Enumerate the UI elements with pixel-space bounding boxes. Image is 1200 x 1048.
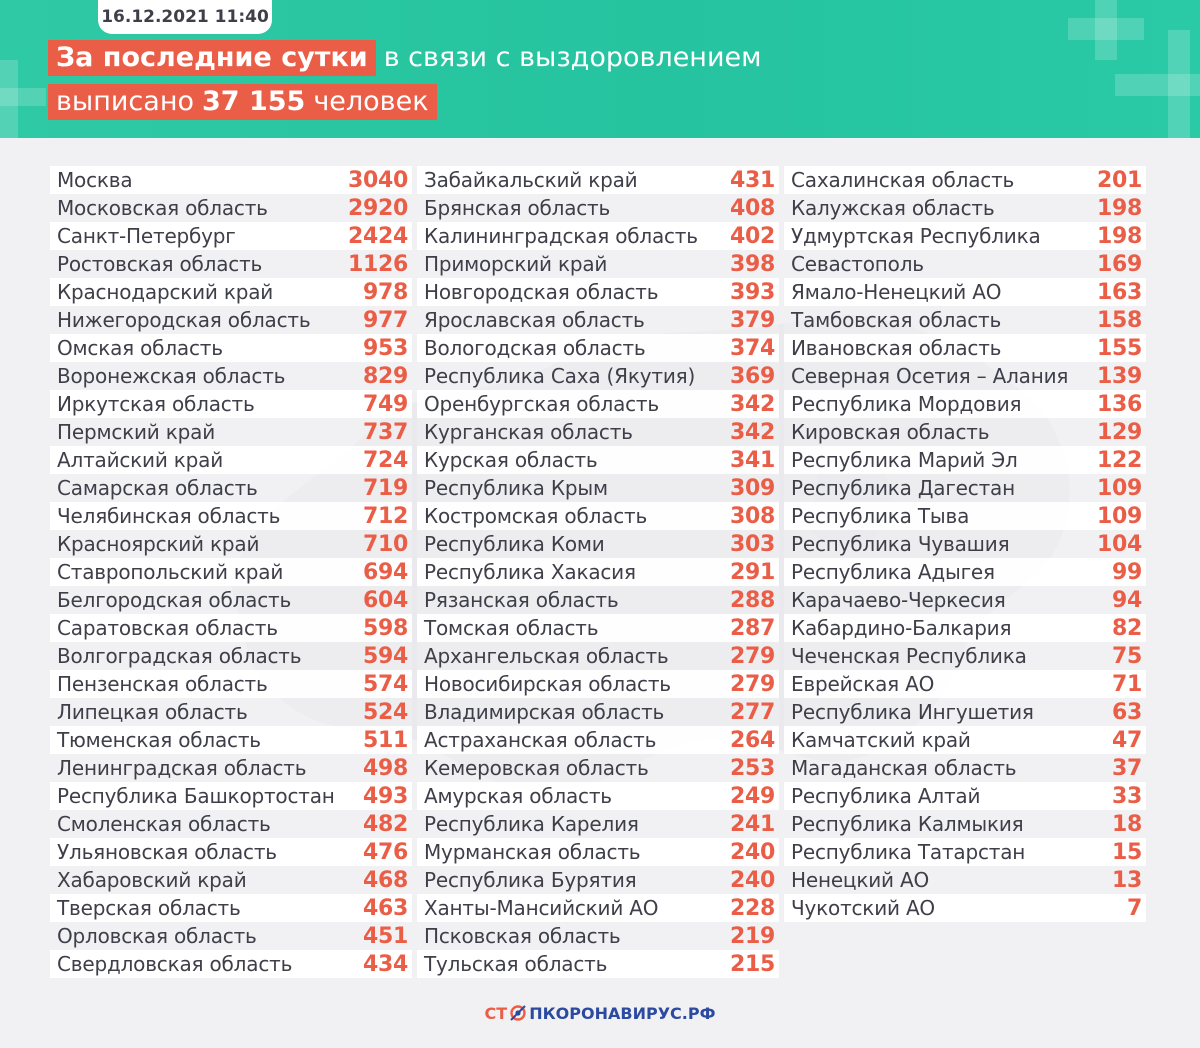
region-name: Курская область — [424, 448, 598, 472]
recovered-count: 33 — [1111, 783, 1142, 809]
recovered-count: 291 — [729, 559, 775, 585]
table-row — [784, 306, 1146, 334]
table-row — [784, 334, 1146, 362]
region-name: Пермский край — [57, 420, 215, 444]
table-row — [417, 362, 779, 390]
region-name: Калининградская область — [424, 224, 698, 248]
region-name: Республика Калмыкия — [791, 812, 1024, 836]
recovered-count: 749 — [362, 391, 408, 417]
recovered-count: 7 — [1126, 895, 1142, 921]
headline-post: человек — [313, 86, 429, 117]
headline-total-box — [48, 84, 437, 120]
recovered-count: 408 — [729, 195, 775, 221]
table-row — [784, 166, 1146, 194]
recovered-count: 341 — [729, 447, 775, 473]
region-name: Республика Бурятия — [424, 868, 637, 892]
headline-total-number: 37 155 — [202, 86, 306, 117]
recovered-count: 374 — [729, 335, 775, 361]
region-name: Кировская область — [791, 420, 990, 444]
recovered-count: 163 — [1096, 279, 1142, 305]
recovered-count: 219 — [729, 923, 775, 949]
table-row — [50, 866, 412, 894]
recovered-count: 379 — [729, 307, 775, 333]
region-name: Брянская область — [424, 196, 611, 220]
region-name: Сахалинская область — [791, 168, 1015, 192]
table-row — [784, 810, 1146, 838]
region-name: Курганская область — [424, 420, 633, 444]
region-name: Ульяновская область — [57, 840, 277, 864]
region-name: Пензенская область — [57, 672, 268, 696]
recovered-count: 104 — [1096, 531, 1142, 557]
table-row — [417, 642, 779, 670]
region-name: Республика Алтай — [791, 784, 981, 808]
recovered-count: 241 — [729, 811, 775, 837]
table-row — [784, 194, 1146, 222]
table-row — [417, 586, 779, 614]
table-row — [50, 922, 412, 950]
table-row — [50, 838, 412, 866]
table-row — [784, 250, 1146, 278]
headline-line-2 — [48, 84, 437, 120]
recovered-count: 309 — [729, 475, 775, 501]
recovered-count: 277 — [729, 699, 775, 725]
table-row — [784, 782, 1146, 810]
table-row — [417, 782, 779, 810]
table-row — [50, 306, 412, 334]
table-row — [50, 754, 412, 782]
recovered-count: 215 — [729, 951, 775, 977]
table-row — [50, 418, 412, 446]
table-row — [50, 950, 412, 978]
recovered-count: 155 — [1096, 335, 1142, 361]
recovered-count: 288 — [729, 587, 775, 613]
table-row — [784, 698, 1146, 726]
region-name: Республика Мордовия — [791, 392, 1022, 416]
recovered-count: 129 — [1096, 419, 1142, 445]
region-name: Приморский край — [424, 252, 608, 276]
recovered-count: 75 — [1111, 643, 1142, 669]
table-row — [417, 474, 779, 502]
region-name: Республика Дагестан — [791, 476, 1015, 500]
region-name: Челябинская область — [57, 504, 281, 528]
table-row — [784, 558, 1146, 586]
recovered-count: 2920 — [347, 195, 408, 221]
virus-icon — [508, 1003, 528, 1023]
table-row — [417, 614, 779, 642]
region-name: Кемеровская область — [424, 756, 649, 780]
region-name: Московская область — [57, 196, 268, 220]
footer-logo — [0, 1003, 1200, 1023]
recovered-count: 253 — [729, 755, 775, 781]
table-row — [417, 922, 779, 950]
region-name: Республика Чувашия — [791, 532, 1010, 556]
recovered-count: 977 — [362, 307, 408, 333]
region-name: Тюменская область — [57, 728, 261, 752]
recovered-count: 468 — [362, 867, 408, 893]
region-name: Новгородская область — [424, 280, 659, 304]
recovered-count: 498 — [362, 755, 408, 781]
recovered-count: 240 — [729, 867, 775, 893]
table-row — [784, 390, 1146, 418]
logo-text-part1: СТ — [484, 1003, 508, 1023]
region-name: Амурская область — [424, 784, 612, 808]
recovered-count: 598 — [362, 615, 408, 641]
recovered-count: 2424 — [347, 223, 408, 249]
recovered-count: 463 — [362, 895, 408, 921]
table-row — [784, 754, 1146, 782]
headline-line-1 — [48, 40, 770, 76]
headline-rest: в связи с выздоровлением — [383, 42, 762, 73]
region-name: Вологодская область — [424, 336, 646, 360]
region-name: Липецкая область — [57, 700, 248, 724]
table-row — [417, 334, 779, 362]
recovered-count: 482 — [362, 811, 408, 837]
recovered-count: 94 — [1111, 587, 1142, 613]
recovered-count: 63 — [1111, 699, 1142, 725]
recovered-count: 710 — [362, 531, 408, 557]
table-row — [50, 194, 412, 222]
region-name: Саратовская область — [57, 616, 278, 640]
table-row — [417, 530, 779, 558]
table-row — [50, 390, 412, 418]
table-row — [417, 502, 779, 530]
table-row — [417, 166, 779, 194]
region-name: Хабаровский край — [57, 868, 247, 892]
region-name: Мурманская область — [424, 840, 641, 864]
region-name: Республика Адыгея — [791, 560, 995, 584]
region-name: Оренбургская область — [424, 392, 659, 416]
headline-highlight: За последние сутки — [48, 40, 376, 76]
table-row — [784, 474, 1146, 502]
region-name: Белгородская область — [57, 588, 292, 612]
table-row — [417, 754, 779, 782]
region-name: Рязанская область — [424, 588, 619, 612]
table-row — [784, 670, 1146, 698]
plus-decoration-icon — [0, 88, 46, 106]
region-name: Северная Осетия – Алания — [791, 364, 1069, 388]
region-name: Калужская область — [791, 196, 995, 220]
region-name: Ленинградская область — [57, 756, 307, 780]
recovered-count: 13 — [1111, 867, 1142, 893]
recovered-count: 451 — [362, 923, 408, 949]
region-name: Псковская область — [424, 924, 621, 948]
recovered-count: 524 — [362, 699, 408, 725]
table-row — [50, 726, 412, 754]
region-name: Республика Татарстан — [791, 840, 1026, 864]
region-name: Алтайский край — [57, 448, 224, 472]
recovered-count: 82 — [1111, 615, 1142, 641]
region-name: Удмуртская Республика — [791, 224, 1041, 248]
region-name: Севастополь — [791, 252, 924, 276]
region-name: Ненецкий АО — [791, 868, 929, 892]
table-row — [784, 614, 1146, 642]
table-row — [50, 586, 412, 614]
recovered-count: 139 — [1096, 363, 1142, 389]
region-name: Ставропольский край — [57, 560, 284, 584]
logo-text-part2: ПКОРОНАВИРУС.РФ — [529, 1003, 716, 1023]
recovered-count: 594 — [362, 643, 408, 669]
table-row — [417, 446, 779, 474]
table-row — [417, 810, 779, 838]
data-column-2 — [417, 166, 779, 978]
recovered-count: 308 — [729, 503, 775, 529]
table-row — [50, 614, 412, 642]
table-row — [784, 418, 1146, 446]
recovered-count: 434 — [362, 951, 408, 977]
region-name: Республика Крым — [424, 476, 608, 500]
region-name: Республика Башкортостан — [57, 784, 335, 808]
recovered-count: 201 — [1096, 167, 1142, 193]
region-name: Республика Саха (Якутия) — [424, 364, 696, 388]
table-row — [784, 502, 1146, 530]
table-row — [417, 222, 779, 250]
region-name: Республика Ингушетия — [791, 700, 1034, 724]
region-name: Костромская область — [424, 504, 648, 528]
region-name: Ростовская область — [57, 252, 263, 276]
region-name: Кабардино-Балкария — [791, 616, 1012, 640]
table-row — [50, 334, 412, 362]
data-column-1 — [50, 166, 412, 978]
region-name: Волгоградская область — [57, 644, 302, 668]
table-row — [417, 838, 779, 866]
recovered-count: 511 — [362, 727, 408, 753]
recovered-count: 15 — [1111, 839, 1142, 865]
region-name: Смоленская область — [57, 812, 271, 836]
plus-decoration-icon — [1115, 74, 1200, 96]
recovered-count: 402 — [729, 223, 775, 249]
recovered-count: 264 — [729, 727, 775, 753]
table-row — [417, 250, 779, 278]
table-row — [50, 446, 412, 474]
data-column-3 — [784, 166, 1146, 922]
table-row — [50, 782, 412, 810]
table-row — [50, 502, 412, 530]
region-name: Тверская область — [57, 896, 241, 920]
recovered-count: 342 — [729, 391, 775, 417]
table-row — [50, 698, 412, 726]
table-row — [417, 950, 779, 978]
recovered-count: 109 — [1096, 503, 1142, 529]
recovered-count: 158 — [1096, 307, 1142, 333]
recovered-count: 393 — [729, 279, 775, 305]
table-row — [50, 810, 412, 838]
recovered-count: 228 — [729, 895, 775, 921]
recovered-count: 3040 — [347, 167, 408, 193]
region-name: Иркутская область — [57, 392, 255, 416]
recovered-count: 240 — [729, 839, 775, 865]
table-row — [50, 222, 412, 250]
table-row — [784, 838, 1146, 866]
recovered-count: 136 — [1096, 391, 1142, 417]
region-name: Астраханская область — [424, 728, 657, 752]
region-name: Свердловская область — [57, 952, 293, 976]
recovered-count: 279 — [729, 671, 775, 697]
region-name: Республика Карелия — [424, 812, 639, 836]
table-row — [50, 530, 412, 558]
plus-decoration-icon — [1068, 18, 1144, 40]
date-label: 16.12.2021 11:40 — [98, 0, 272, 34]
recovered-count: 712 — [362, 503, 408, 529]
recovered-count: 398 — [729, 251, 775, 277]
table-row — [50, 474, 412, 502]
table-row — [417, 670, 779, 698]
table-row — [784, 894, 1146, 922]
table-row — [784, 446, 1146, 474]
table-row — [417, 418, 779, 446]
region-name: Томская область — [424, 616, 599, 640]
recovered-count: 1126 — [347, 251, 408, 277]
recovered-count: 829 — [362, 363, 408, 389]
region-name: Омская область — [57, 336, 223, 360]
region-name: Архангельская область — [424, 644, 669, 668]
table-row — [784, 866, 1146, 894]
region-name: Магаданская область — [791, 756, 1017, 780]
region-name: Республика Хакасия — [424, 560, 636, 584]
table-row — [50, 166, 412, 194]
table-row — [784, 586, 1146, 614]
recovered-count: 476 — [362, 839, 408, 865]
table-row — [784, 530, 1146, 558]
table-row — [784, 222, 1146, 250]
region-name: Забайкальский край — [424, 168, 638, 192]
region-name: Красноярский край — [57, 532, 260, 556]
region-name: Москва — [57, 168, 133, 192]
table-row — [417, 698, 779, 726]
recovered-count: 719 — [362, 475, 408, 501]
region-name: Ханты-Мансийский АО — [424, 896, 659, 920]
table-row — [50, 250, 412, 278]
recovered-count: 71 — [1111, 671, 1142, 697]
table-row — [784, 362, 1146, 390]
region-name: Карачаево-Черкесия — [791, 588, 1006, 612]
headline-pre: выписано — [56, 86, 194, 117]
recovered-count: 724 — [362, 447, 408, 473]
table-row — [417, 390, 779, 418]
recovered-count: 694 — [362, 559, 408, 585]
region-name: Орловская область — [57, 924, 257, 948]
region-name: Краснодарский край — [57, 280, 274, 304]
region-name: Тульская область — [424, 952, 608, 976]
recovered-count: 169 — [1096, 251, 1142, 277]
recovered-count: 198 — [1096, 223, 1142, 249]
region-name: Тамбовская область — [791, 308, 1002, 332]
region-name: Камчатский край — [791, 728, 971, 752]
table-row — [50, 362, 412, 390]
recovered-count: 198 — [1096, 195, 1142, 221]
recovered-count: 431 — [729, 167, 775, 193]
recovered-count: 287 — [729, 615, 775, 641]
table-row — [50, 278, 412, 306]
recovered-count: 737 — [362, 419, 408, 445]
recovered-count: 99 — [1111, 559, 1142, 585]
table-row — [784, 726, 1146, 754]
region-name: Нижегородская область — [57, 308, 311, 332]
recovered-count: 109 — [1096, 475, 1142, 501]
recovered-count: 303 — [729, 531, 775, 557]
recovered-count: 37 — [1111, 755, 1142, 781]
recovered-count: 342 — [729, 419, 775, 445]
region-name: Ярославская область — [424, 308, 645, 332]
region-name: Самарская область — [57, 476, 258, 500]
table-row — [784, 278, 1146, 306]
recovered-count: 279 — [729, 643, 775, 669]
header-banner — [0, 0, 1200, 138]
table-row — [50, 558, 412, 586]
table-row — [50, 670, 412, 698]
region-name: Владимирская область — [424, 700, 665, 724]
table-row — [417, 894, 779, 922]
recovered-count: 249 — [729, 783, 775, 809]
table-row — [417, 278, 779, 306]
region-name: Чеченская Республика — [791, 644, 1027, 668]
region-name: Санкт-Петербург — [57, 224, 236, 248]
recovered-count: 978 — [362, 279, 408, 305]
region-name: Ивановская область — [791, 336, 1002, 360]
recovered-count: 369 — [729, 363, 775, 389]
table-row — [50, 642, 412, 670]
recovered-count: 18 — [1111, 811, 1142, 837]
region-name: Еврейская АО — [791, 672, 935, 696]
table-row — [50, 894, 412, 922]
table-row — [417, 306, 779, 334]
table-row — [417, 558, 779, 586]
table-row — [417, 726, 779, 754]
table-row — [784, 642, 1146, 670]
region-name: Республика Тыва — [791, 504, 970, 528]
region-name: Чукотский АО — [791, 896, 935, 920]
recovered-count: 47 — [1111, 727, 1142, 753]
table-row — [417, 194, 779, 222]
region-name: Новосибирская область — [424, 672, 671, 696]
region-name: Республика Марий Эл — [791, 448, 1018, 472]
region-name: Республика Коми — [424, 532, 605, 556]
region-name: Ямало-Ненецкий АО — [791, 280, 1002, 304]
recovered-count: 122 — [1096, 447, 1142, 473]
recovered-count: 604 — [362, 587, 408, 613]
recovered-count: 953 — [362, 335, 408, 361]
table-row — [417, 866, 779, 894]
recovered-count: 493 — [362, 783, 408, 809]
region-name: Воронежская область — [57, 364, 286, 388]
recovered-count: 574 — [362, 671, 408, 697]
